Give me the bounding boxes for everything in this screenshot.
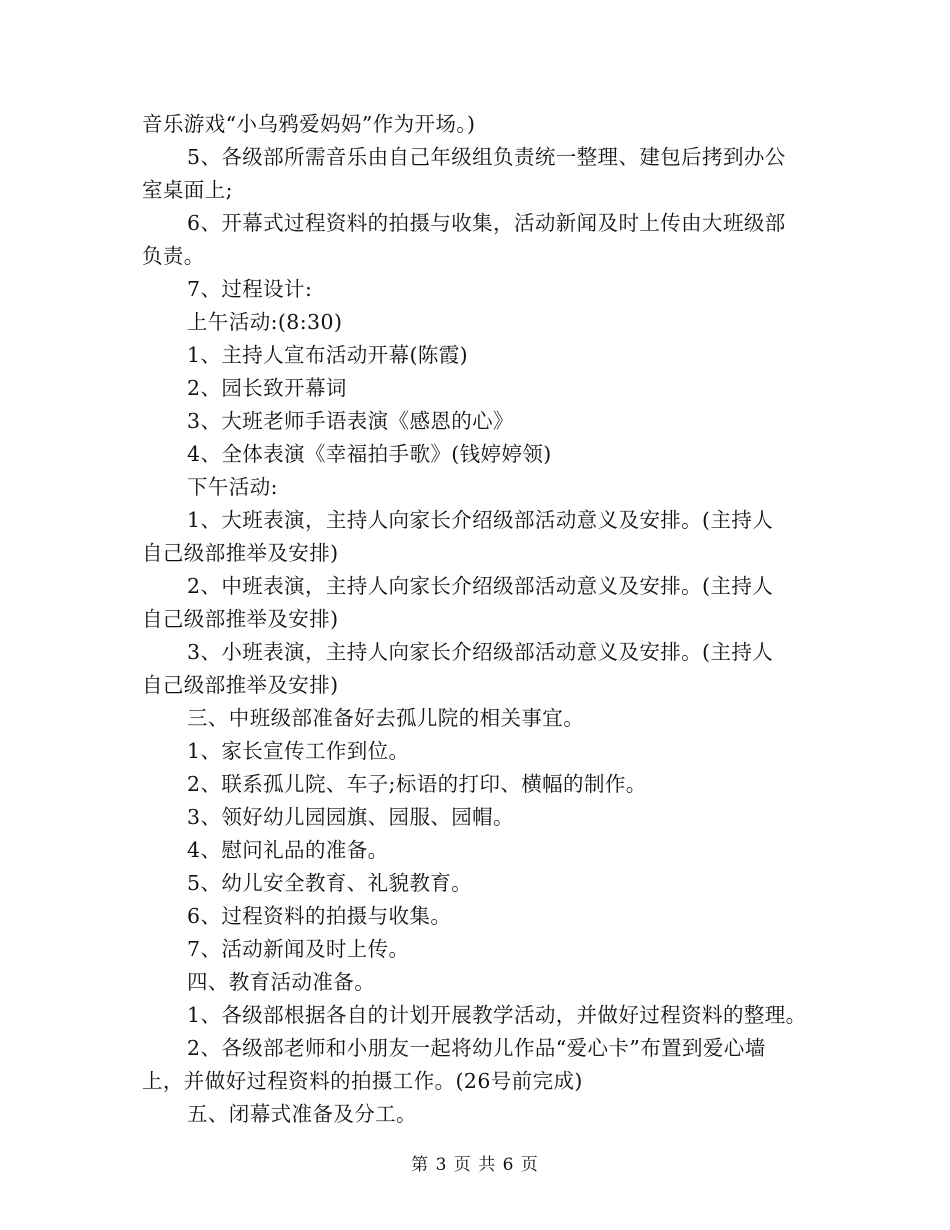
text-line: 下午活动: [187, 475, 278, 499]
text-line: 2、各级部老师和小朋友一起将幼儿作品“爱心卡”布置到爱心墙 [187, 1036, 766, 1060]
text-line: 1、主持人宣布活动开幕(陈霞) [187, 343, 469, 367]
text-line: 3、小班表演，主持人向家长介绍级部活动意义及安排。(主持人 [187, 640, 774, 664]
text-line: 2、园长致开幕词 [187, 376, 347, 400]
text-line: 7、活动新闻及时上传。 [187, 937, 410, 961]
text-line: 室桌面上; [142, 178, 233, 202]
text-line: 4、全体表演《幸福拍手歌》(钱婷婷领) [187, 442, 552, 466]
text-line: 3、大班老师手语表演《感恩的心》 [187, 409, 514, 433]
text-line: 上午活动:(8:30) [187, 310, 343, 334]
text-line: 上，并做好过程资料的拍摄工作。(26号前完成) [142, 1069, 583, 1093]
text-line: 自己级部推举及安排) [142, 541, 339, 565]
text-line: 6、开幕式过程资料的拍摄与收集，活动新闻及时上传由大班级部 [187, 211, 786, 235]
text-line: 1、家长宣传工作到位。 [187, 739, 410, 763]
document-body [142, 108, 822, 1131]
text-line: 7、过程设计: [187, 277, 313, 301]
text-line: 负责。 [142, 244, 205, 268]
text-line: 三、中班级部准备好去孤儿院的相关事宜。 [187, 706, 585, 730]
text-line: 2、中班表演，主持人向家长介绍级部活动意义及安排。(主持人 [187, 574, 774, 598]
text-line: 5、各级部所需音乐由自己年级组负责统一整理、建包后拷到办公 [187, 145, 786, 169]
page-number-footer: 第 3 页 共 6 页 [411, 1155, 539, 1175]
text-line: 1、各级部根据各自的计划开展教学活动，并做好过程资料的整理。 [187, 1003, 807, 1027]
text-line: 五、闭幕式准备及分工。 [187, 1102, 417, 1126]
text-line: 自己级部推举及安排) [142, 673, 339, 697]
text-line: 自己级部推举及安排) [142, 607, 339, 631]
text-line: 四、教育活动准备。 [187, 970, 376, 994]
text-line: 1、大班表演，主持人向家长介绍级部活动意义及安排。(主持人 [187, 508, 774, 532]
text-line: 4、慰问礼品的准备。 [187, 838, 389, 862]
text-line: 3、领好幼儿园园旗、园服、园帽。 [187, 805, 514, 829]
text-line: 音乐游戏“小乌鸦爱妈妈”作为开场。) [142, 112, 476, 136]
text-line: 5、幼儿安全教育、礼貌教育。 [187, 871, 473, 895]
text-line: 6、过程资料的拍摄与收集。 [187, 904, 452, 928]
text-line: 2、联系孤儿院、车子;标语的打印、横幅的制作。 [187, 772, 647, 796]
